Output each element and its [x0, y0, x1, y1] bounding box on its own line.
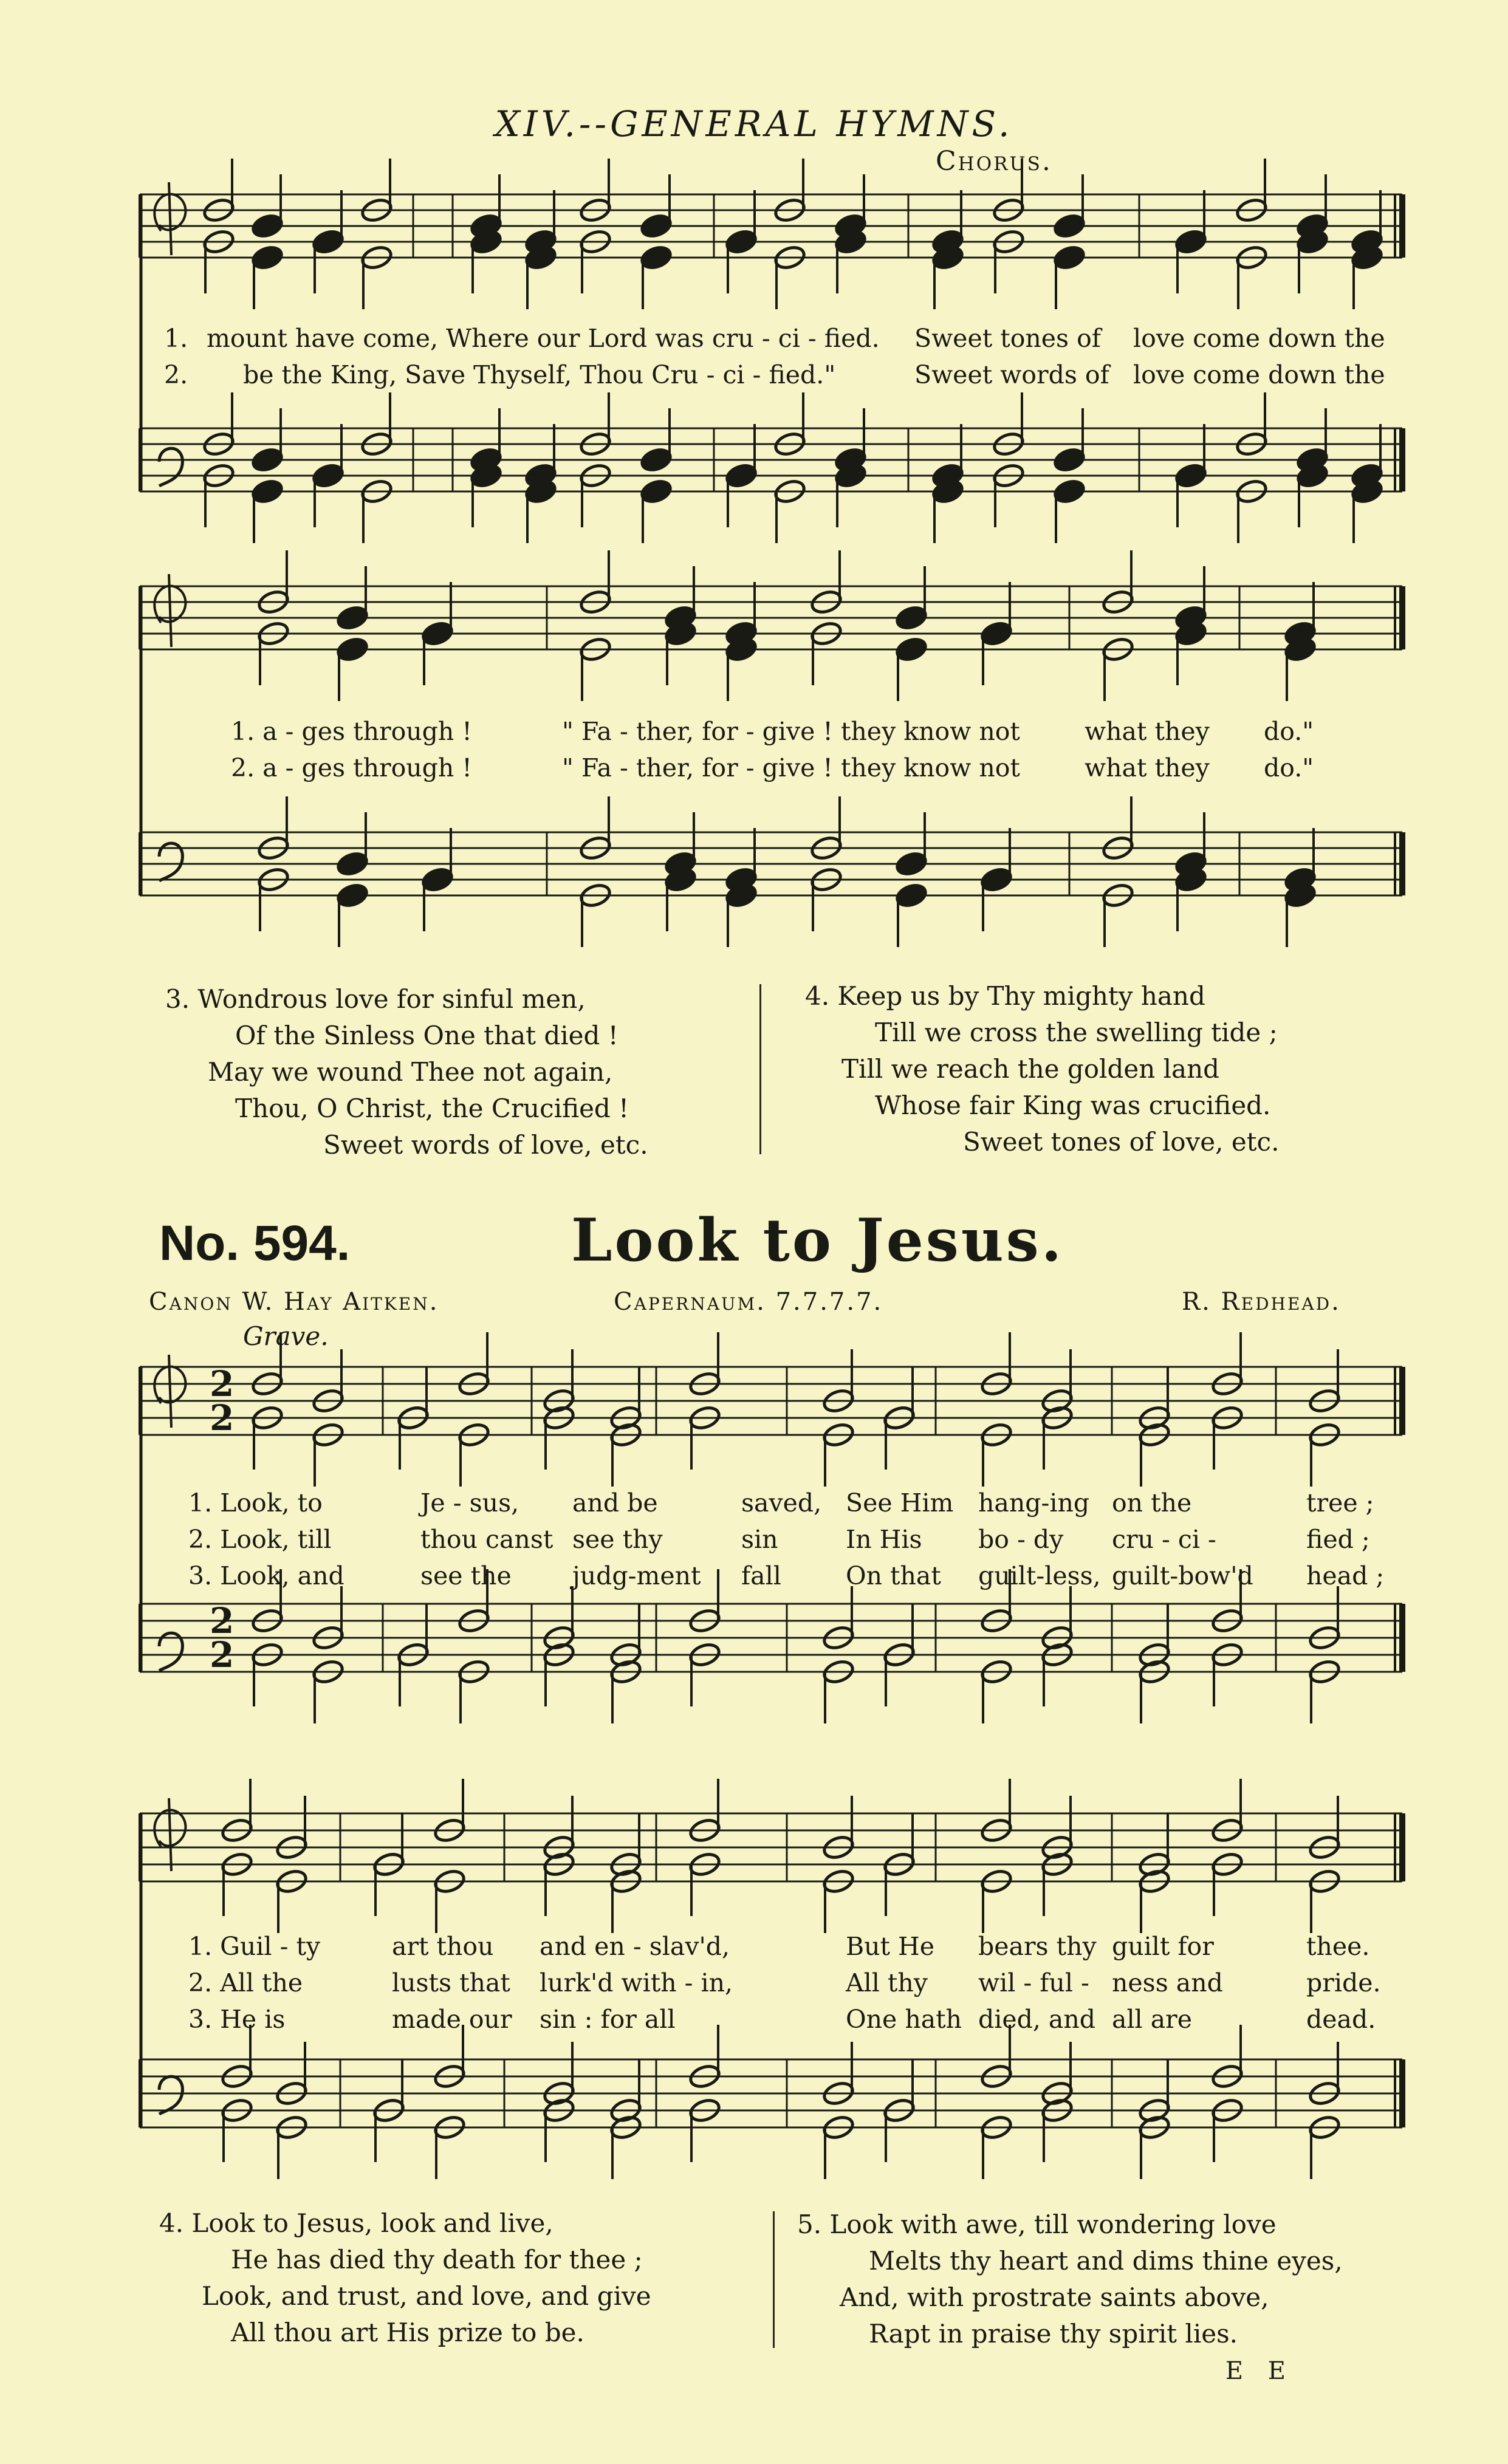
note-head [420, 866, 454, 894]
treble-clef-icon [154, 182, 185, 255]
composer: R. Redhead. [1182, 1288, 1341, 1316]
note-head [979, 620, 1013, 648]
running-head: XIV.--GENERAL HYMNS. [495, 103, 1013, 145]
lyrics-verse-1: 1. Guil - ty art thou and en - slav'd, But He bears thy guilt for thee. [188, 1932, 1370, 1961]
signature-mark: E E [1225, 2357, 1294, 2385]
chorus-label: Chorus. [936, 146, 1052, 177]
time-signature: 2 [210, 1634, 235, 1675]
note-head [311, 462, 344, 490]
tempo-marking: Grave. [243, 1321, 329, 1351]
lyrics-verse-3: 3. He is made our sin : for all One hath died, and all are dead. [188, 2005, 1376, 2034]
stanza-3: 3. Wondrous love for sinful men, Of the Sinless One that died ! May we wound Thee not again, Thou, O Christ, the Crucified ! Sweet words of love, etc. [165, 984, 648, 1160]
lyrics-verse-2: 2. a - ges through ! " Fa - ther, for - give ! they know not what they do." [231, 753, 1314, 782]
note-head [979, 866, 1013, 894]
hymn-author: Canon W. Hay Aitken. [149, 1288, 439, 1316]
note-head [335, 604, 369, 632]
lyrics-verse-1: 1. Look, to Je - sus, and be saved, See Him hang-ing on the tree ; [188, 1488, 1374, 1518]
note-head [1052, 244, 1086, 272]
hymn-title: Look to Jesus. [571, 1206, 1064, 1275]
bass-clef-icon [159, 2076, 182, 2114]
note-head [1174, 462, 1207, 490]
stanza-4: 4. Keep us by Thy mighty hand Till we cross the swelling tide ; Till we reach the golden land Whose fair King was crucified. Sweet tones of love, etc. [805, 981, 1280, 1157]
note-head [894, 850, 928, 878]
note-head [1174, 228, 1207, 256]
stanza-4: 4. Look to Jesus, look and live, He has died thy death for thee ; Look, and trust, and love, and give All thou art His prize to be. [159, 2208, 651, 2347]
lyrics-verse-3: 3. Look, and see the judg-ment fall On that guilt-less, guilt-bow'd head ; [188, 1561, 1385, 1590]
note-head [1052, 447, 1086, 474]
note-head [894, 882, 928, 909]
tune-name: Capernaum. 7.7.7.7. [614, 1288, 883, 1316]
lyrics-verse-1: 1. mount have come, Where our Lord was cru - ci - fied. Sweet tones of love come down the [164, 324, 1385, 353]
stanza-5: 5. Look with awe, till wondering love Melts thy heart and dims thine eyes, And, with prostrate saints above, Rapt in praise thy spirit lies. [797, 2209, 1343, 2349]
note-head [335, 882, 369, 909]
note-head [639, 213, 673, 240]
note-head [335, 850, 369, 878]
time-signature: 2 [210, 1397, 235, 1439]
note-head [335, 636, 369, 663]
bass-clef-icon [159, 448, 182, 486]
treble-clef-icon [154, 574, 185, 647]
time-signature: 2 [210, 1600, 235, 1641]
note-head [639, 447, 673, 474]
note-head [250, 213, 284, 240]
note-head [1052, 478, 1086, 505]
note-head [639, 244, 673, 272]
note-head [250, 447, 284, 474]
note-head [311, 228, 344, 256]
note-head [894, 636, 928, 663]
note-head [250, 478, 284, 505]
lyrics-verse-2: 2. Look, till thou canst see thy sin In His bo - dy cru - ci - fied ; [188, 1525, 1370, 1554]
note-head [639, 478, 673, 505]
treble-clef-icon [154, 1798, 185, 1871]
note-head [420, 620, 454, 648]
lyrics-verse-1: 1. a - ges through ! " Fa - ther, for - give ! they know not what they do." [231, 717, 1314, 746]
time-signature: 2 [210, 1363, 235, 1405]
note-head [1052, 213, 1086, 240]
stanza-divider [759, 984, 761, 1154]
lyrics-verse-2: 2. All the lusts that lurk'd with - in, All thy wil - ful - ness and pride. [188, 1968, 1381, 1997]
lyrics-verse-2: 2. be the King, Save Thyself, Thou Cru - ci - fied." Sweet words of love come down the [164, 360, 1385, 389]
note-head [894, 604, 928, 632]
hymn-number: No. 594. [159, 1216, 351, 1271]
note-head [250, 244, 284, 272]
stanza-divider [773, 2211, 775, 2348]
treble-clef-icon [154, 1355, 185, 1428]
note-head [724, 228, 758, 256]
note-head [724, 462, 758, 490]
